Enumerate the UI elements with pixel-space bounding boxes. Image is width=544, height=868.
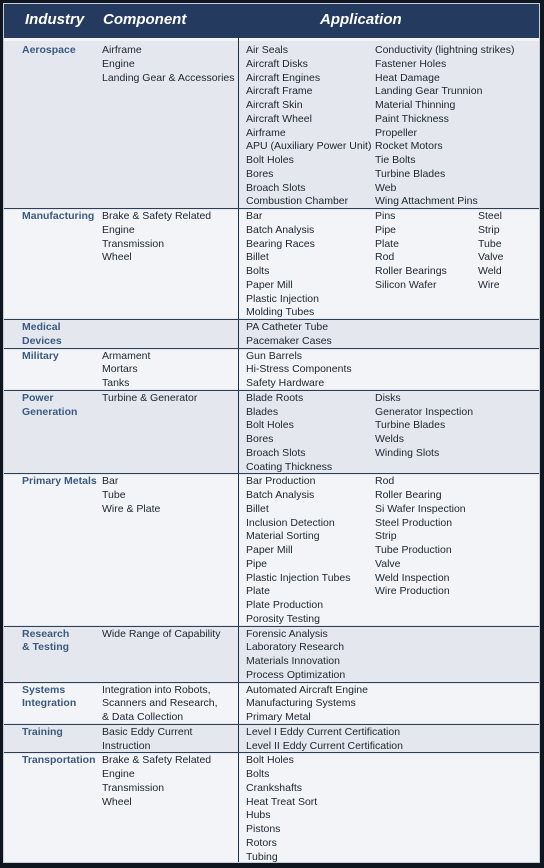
application-item: Gun Barrels xyxy=(246,349,303,362)
row-divider xyxy=(4,390,540,391)
application-item: Broach Slots xyxy=(246,181,306,194)
industry-name: Primary Metals xyxy=(22,475,97,488)
application-item: Hi-Stress Components xyxy=(246,363,352,376)
cell-components xyxy=(102,350,150,391)
column-divider xyxy=(238,38,239,863)
application-item: Material Thinning xyxy=(375,99,456,111)
application-item: Roller Bearing xyxy=(375,489,442,501)
component-item: Mortars xyxy=(102,363,138,376)
component-item: Transmission xyxy=(102,237,165,250)
cell-app-col1 xyxy=(246,726,403,754)
cell-industry xyxy=(22,210,94,224)
component-item: Scanners and Research, xyxy=(102,697,218,710)
application-item: Bolt Holes xyxy=(246,419,294,432)
cell-app-col1 xyxy=(246,754,317,863)
application-item: Tie Bolts xyxy=(375,154,416,166)
application-item: Heat Treat Sort xyxy=(246,795,318,808)
industry-name: Training xyxy=(22,725,63,738)
industry-name: Integration xyxy=(22,697,77,710)
application-item: Aircraft Engines xyxy=(246,71,321,84)
component-item: Wheel xyxy=(102,251,132,264)
application-item: Pacemaker Cases xyxy=(246,334,332,347)
application-item: Landing Gear Trunnion xyxy=(375,85,483,98)
application-item: Batch Analysis xyxy=(246,489,315,501)
cell-app-col1 xyxy=(246,475,350,626)
application-item: Material Sorting xyxy=(246,530,320,543)
industry-name: Generation xyxy=(22,405,78,418)
header-application: Application xyxy=(320,11,402,28)
application-item: Billet xyxy=(246,502,269,515)
application-item: Bolts xyxy=(246,265,270,277)
application-item: Bores xyxy=(246,167,274,180)
application-item: Rod xyxy=(375,475,395,488)
application-item: Bolt Holes xyxy=(246,754,294,767)
application-item: Steel Production xyxy=(375,516,453,529)
row-divider xyxy=(4,208,540,209)
application-item: Turbine Blades xyxy=(375,419,446,432)
cell-app-col1 xyxy=(246,628,345,683)
component-item: Wide Range of Capability xyxy=(102,627,221,640)
application-item: Laboratory Research xyxy=(246,641,345,654)
application-item: Blades xyxy=(246,405,279,418)
application-item: Molding Tubes xyxy=(246,306,315,319)
industry-name: Research xyxy=(22,627,70,640)
application-item: Bar xyxy=(246,210,263,222)
component-item: Turbine & Generator xyxy=(102,391,198,404)
component-item: Brake & Safety Related xyxy=(102,754,212,767)
application-item: Fastener Holes xyxy=(375,57,447,70)
table-header xyxy=(4,4,540,38)
application-table xyxy=(3,3,540,863)
application-item: Pipe xyxy=(375,223,397,236)
application-item: Pins xyxy=(375,210,396,222)
cell-app-col1 xyxy=(246,350,352,391)
application-item: Valve xyxy=(375,557,401,570)
application-item: Pipe xyxy=(246,557,268,570)
application-item: Tube Production xyxy=(375,544,452,556)
industry-name: Manufacturing xyxy=(22,210,95,222)
application-item: Wing Attachment Pins xyxy=(375,195,478,208)
component-item: Engine xyxy=(102,768,135,780)
application-item: Valve xyxy=(478,251,504,264)
cell-industry xyxy=(22,321,62,349)
application-item: Porosity Testing xyxy=(246,612,320,625)
cell-components xyxy=(102,44,235,85)
cell-app-col1 xyxy=(246,210,319,320)
component-item: Armament xyxy=(102,349,151,362)
application-item: Manufacturing Systems xyxy=(246,697,356,710)
application-item: Rod xyxy=(375,251,395,264)
application-item: Inclusion Detection xyxy=(246,516,335,529)
application-item: Level I Eddy Current Certification xyxy=(246,725,401,738)
cell-industry xyxy=(22,392,77,420)
row-divider xyxy=(4,682,540,683)
cell-industry xyxy=(22,726,63,740)
application-item: Weld xyxy=(478,265,502,277)
application-item: Pistons xyxy=(246,823,281,835)
application-item: Heat Damage xyxy=(375,71,440,84)
application-item: Batch Analysis xyxy=(246,223,315,236)
application-item: Air Seals xyxy=(246,44,289,56)
application-item: Plate Production xyxy=(246,599,324,611)
application-item: Bores xyxy=(246,433,274,445)
cell-app-col2 xyxy=(375,392,473,461)
industry-name: Medical xyxy=(22,321,61,333)
industry-name: Aerospace xyxy=(22,44,76,56)
component-item: & Data Collection xyxy=(102,711,184,723)
row-divider xyxy=(4,473,540,474)
application-item: Propeller xyxy=(375,126,418,139)
application-item: Aircraft Disks xyxy=(246,57,308,70)
application-item: Broach Slots xyxy=(246,446,306,459)
cell-industry xyxy=(22,44,76,58)
cell-industry xyxy=(22,350,59,364)
cell-components xyxy=(102,475,160,516)
application-item: Level II Eddy Current Certification xyxy=(246,739,403,752)
component-item: Wire & Plate xyxy=(102,502,161,515)
application-item: Tubing xyxy=(246,850,278,863)
application-item: Automated Aircraft Engine xyxy=(246,683,368,696)
application-item: Wire Production xyxy=(375,585,450,598)
application-item: Primary Metal xyxy=(246,711,311,723)
application-item: Paint Thickness xyxy=(375,112,449,125)
application-item: Steel xyxy=(478,210,502,222)
row-divider xyxy=(4,319,540,320)
component-item: Wheel xyxy=(102,795,132,808)
application-item: Wire xyxy=(478,278,500,291)
cell-app-col3 xyxy=(478,210,504,293)
application-item: Weld Inspection xyxy=(375,571,450,584)
cell-components xyxy=(102,628,220,642)
application-item: Safety Hardware xyxy=(246,377,325,389)
component-item: Transmission xyxy=(102,781,165,794)
application-item: Bearing Races xyxy=(246,237,315,250)
component-item: Landing Gear & Accessories xyxy=(102,71,235,84)
application-item: Forensic Analysis xyxy=(246,627,328,640)
industry-name: Military xyxy=(22,349,59,362)
application-item: Aircraft Frame xyxy=(246,85,313,98)
application-item: PA Catheter Tube xyxy=(246,321,329,333)
application-item: Strip xyxy=(478,223,500,236)
component-item: Instruction xyxy=(102,739,151,752)
cell-app-col2 xyxy=(375,44,514,209)
application-item: Coating Thickness xyxy=(246,460,333,473)
cell-industry xyxy=(22,754,96,768)
application-item: Tube xyxy=(478,237,502,250)
application-item: Roller Bearings xyxy=(375,265,447,277)
row-divider xyxy=(4,348,540,349)
application-item: Winding Slots xyxy=(375,446,440,459)
cell-app-col1 xyxy=(246,321,332,349)
row-divider xyxy=(4,724,540,725)
cell-app-col2 xyxy=(375,475,466,599)
application-item: Rocket Motors xyxy=(375,140,443,153)
industry-name: Power xyxy=(22,391,54,404)
application-item: Billet xyxy=(246,251,269,264)
header-industry: Industry xyxy=(25,11,85,28)
application-item: Bolt Holes xyxy=(246,154,294,166)
industry-name: Systems xyxy=(22,683,66,696)
application-item: Hubs xyxy=(246,809,271,822)
application-item: Plate xyxy=(246,585,270,598)
component-item: Bar xyxy=(102,475,119,488)
application-item: Welds xyxy=(375,433,404,445)
cell-app-col2 xyxy=(375,210,447,293)
cell-app-col1 xyxy=(246,392,332,475)
cell-components xyxy=(102,392,197,406)
application-item: Paper Mill xyxy=(246,544,293,556)
application-item: Bolts xyxy=(246,768,270,780)
application-item: Materials Innovation xyxy=(246,655,340,667)
application-item: Paper Mill xyxy=(246,278,293,291)
component-item: Brake & Safety Related xyxy=(102,210,212,222)
industry-name: & Testing xyxy=(22,641,70,654)
cell-app-col1 xyxy=(246,44,371,209)
application-item: Strip xyxy=(375,530,397,543)
application-item: Blade Roots xyxy=(246,391,304,404)
component-item: Basic Eddy Current xyxy=(102,725,193,738)
row-divider xyxy=(4,626,540,627)
application-item: Plastic Injection Tubes xyxy=(246,571,351,584)
row-divider xyxy=(4,752,540,753)
industry-name: Devices xyxy=(22,334,62,347)
application-item: Plastic Injection xyxy=(246,292,319,305)
application-item: Turbine Blades xyxy=(375,167,446,180)
application-item: Process Optimization xyxy=(246,668,346,681)
component-item: Tanks xyxy=(102,377,130,389)
application-item: Combustion Chamber xyxy=(246,195,349,208)
header-component: Component xyxy=(103,11,187,28)
cell-components xyxy=(102,726,192,754)
cell-industry xyxy=(22,475,97,489)
application-item: Generator Inspection xyxy=(375,405,474,418)
component-item: Engine xyxy=(102,223,135,236)
industry-name: Transportation xyxy=(22,754,96,767)
application-item: Bar Production xyxy=(246,475,316,488)
application-item: Crankshafts xyxy=(246,781,303,794)
application-item: Rotors xyxy=(246,836,277,849)
cell-industry xyxy=(22,628,69,656)
application-item: Disks xyxy=(375,391,401,404)
application-item: Plate xyxy=(375,237,399,250)
component-item: Airframe xyxy=(102,44,142,56)
application-item: Si Wafer Inspection xyxy=(375,502,466,515)
application-item: Silicon Wafer xyxy=(375,278,437,291)
cell-app-col1 xyxy=(246,684,368,725)
component-item: Integration into Robots, xyxy=(102,683,211,696)
component-item: Tube xyxy=(102,489,126,501)
application-item: Airframe xyxy=(246,126,286,139)
cell-components xyxy=(102,210,211,265)
cell-components xyxy=(102,754,211,809)
component-item: Engine xyxy=(102,57,135,70)
application-item: Aircraft Skin xyxy=(246,99,303,111)
application-item: Conductivity (lightning strikes) xyxy=(375,44,515,56)
application-item: Aircraft Wheel xyxy=(246,112,312,125)
cell-industry xyxy=(22,684,76,712)
cell-components xyxy=(102,684,218,725)
application-item: Web xyxy=(375,181,397,194)
application-item: APU (Auxiliary Power Unit) xyxy=(246,140,372,153)
